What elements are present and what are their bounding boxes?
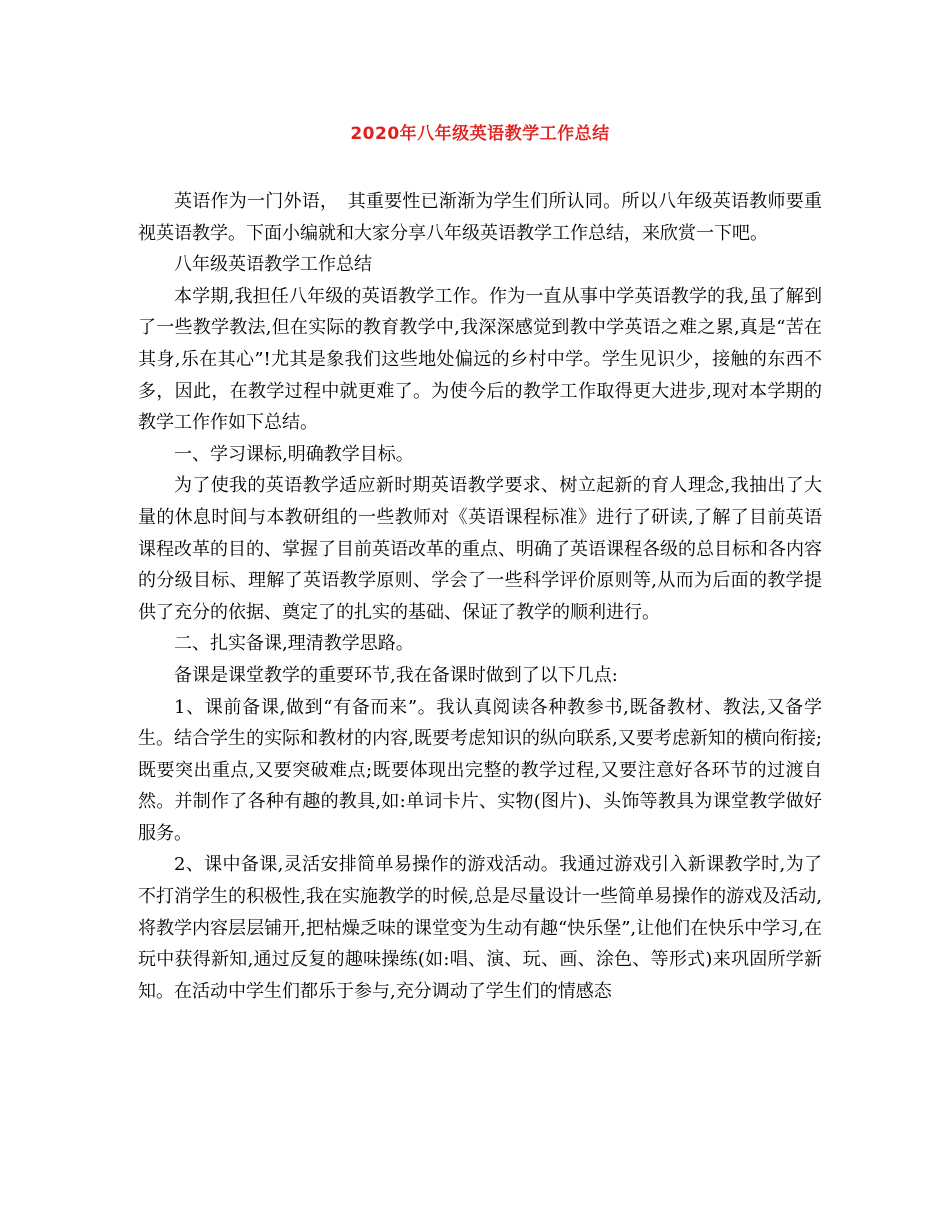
paragraph-curriculum: 为了使我的英语教学适应新时期英语教学要求、树立起新的育人理念,我抽出了大量的休息时间与本教研组的一些教师对《英语课程标准》进行了研读,了解了目前英语课程改革的目的、掌握了目前英语改革的重点、明确了英语课程各级的总目标和各内容的分级目标、理解了英语教学原则、学会了一些科学评价原则等,从而为后面的教学提供了充分的依据、奠定了的扎实的基础、保证了教学的顺利进行。 bbox=[138, 475, 822, 623]
paragraph-intro: 英语作为一门外语， 其重要性已渐渐为学生们所认同。所以八年级英语教师要重视英语教学。下面小编就和大家分享八年级英语教学工作总结，来欣赏一下吧。 bbox=[138, 191, 822, 244]
document-title: 2020年八年级英语教学工作总结 bbox=[350, 124, 610, 144]
paragraph-semester: 本学期,我担任八年级的英语教学工作。作为一直从事中学英语教学的我,虽了解到了一些教学教法,但在实际的教育教学中,我深深感觉到教中学英语之难之累,真是“苦在其身,乐在其心”!尤其是象我们这些地处偏远的乡村中学。学生见识少，接触的东西不多，因此，在教学过程中就更难了。为使今后的教学工作取得更大进步,现对本学期的教学工作作如下总结。 bbox=[138, 285, 822, 434]
paragraph-point-2: 2、课中备课,灵活安排简单易操作的游戏活动。我通过游戏引入新课教学时,为了不打消学生的积极性,我在实施教学的时候,总是尽量设计一些简单易操作的游戏及活动,将教学内容层层铺开,把枯燥乏味的课堂变为生动有趣“快乐堡”,让他们在快乐中学习,在玩中获得新知,通过反复的趣味操练(如:唱、演、玩、画、涂色、等形式)来巩固所学新知。在活动中学生们都乐于参与,充分调动了学生们的情感态 bbox=[138, 854, 822, 1002]
section-heading-1: 一、学习课标,明确教学目标。 bbox=[174, 443, 414, 465]
paragraph-subtitle: 八年级英语教学工作总结 bbox=[174, 254, 372, 276]
paragraph-point-1: 1、课前备课,做到“有备而来”。我认真阅读各种教参书,既备教材、教法,又备学生。结合学生的实际和教材的内容,既要考虑知识的纵向联系,又要考虑新知的横向衔接;既要突出重点,又要突破难点;既要体现出完整的教学过程,又要注意好各环节的过渡自然。并制作了各种有趣的教具,如:单词卡片、实物(图片)、头饰等教具为课堂教学做好服务。 bbox=[138, 696, 822, 844]
section-heading-2: 二、扎实备课,理清教学思路。 bbox=[174, 633, 414, 655]
paragraph-preparation: 备课是课堂教学的重要环节,我在备课时做到了以下几点: bbox=[174, 664, 618, 686]
document-page bbox=[138, 120, 822, 1007]
